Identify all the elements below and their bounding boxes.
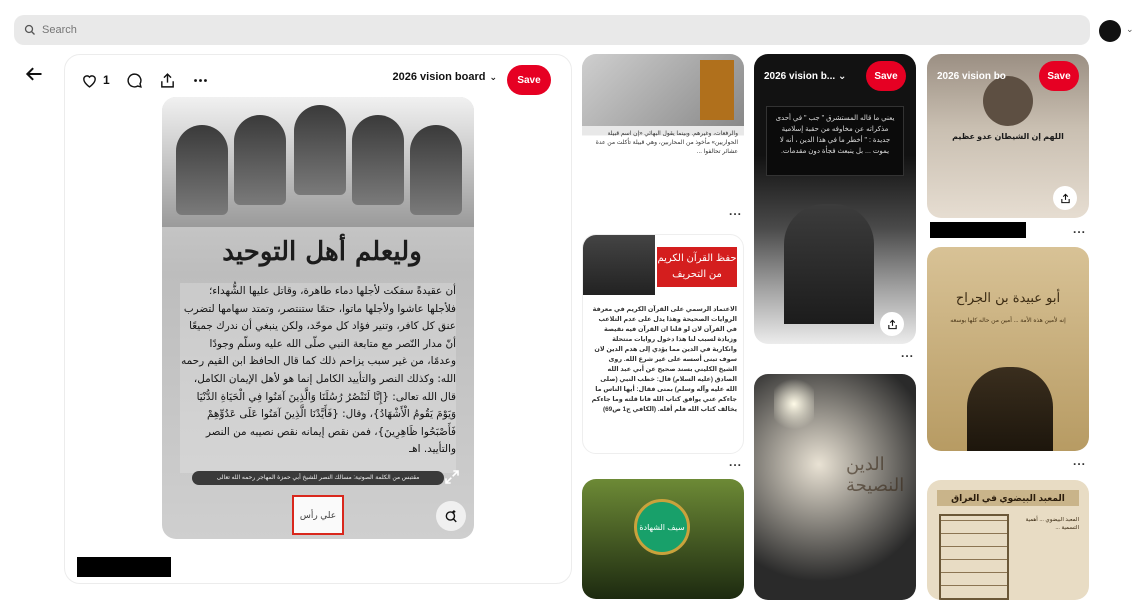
more-icon: [192, 72, 209, 89]
share-icon: [887, 319, 898, 330]
feed-pin-title: أبو عبيدة بن الجراح: [955, 291, 1061, 306]
figure: [352, 115, 404, 205]
save-button[interactable]: Save: [1039, 61, 1079, 91]
redacted-block: [77, 557, 171, 577]
share-icon: [1060, 193, 1071, 204]
avatar[interactable]: [1099, 20, 1121, 42]
heart-icon: [81, 72, 98, 89]
more-icon[interactable]: ...: [1073, 222, 1087, 236]
like-button[interactable]: [81, 72, 110, 89]
back-arrow-icon[interactable]: [24, 64, 44, 84]
chevron-down-icon: ⌄: [489, 71, 497, 82]
more-options-button[interactable]: [192, 72, 209, 89]
save-button[interactable]: Save: [507, 65, 551, 95]
lens-icon: [444, 509, 458, 523]
feed-pin-calligraphy: الدين النصيحة: [846, 454, 905, 496]
expand-icon[interactable]: [444, 469, 460, 485]
feed-pin-headline: اللهم إن الشيطان عدو عظيم: [952, 132, 1064, 141]
board-select-label: 2026 vision board: [392, 71, 486, 83]
pin-image[interactable]: [162, 97, 474, 539]
search-bar[interactable]: [14, 15, 1090, 45]
feed-pin-figure: [967, 367, 1053, 451]
more-icon[interactable]: ...: [901, 346, 915, 360]
search-input[interactable]: Search: [42, 24, 77, 36]
chevron-down-icon: ⌄: [837, 70, 847, 82]
feed-pin[interactable]: [927, 480, 1089, 600]
comment-icon: [126, 72, 143, 89]
feed-pin-title: حفظ القرآن الكريم من التحريف: [657, 247, 737, 287]
pin-image-logo: علي رأس: [292, 495, 344, 535]
feed-pin-text: المعبد البيضوي ... أهمية التسمية ...: [1025, 517, 1079, 531]
pin-image-calligraphy: وليعلم أهل التوحيد: [222, 237, 422, 267]
feed-pin[interactable]: [582, 234, 744, 454]
feed-pin-title: المعبد البيضوي في العراق: [937, 490, 1079, 506]
feed-pin[interactable]: [582, 479, 744, 599]
feed-pin-quote: يعني ما قاله المستشرق " جب " في أحدى مذكراته عن مخاوفه من حقبة إسلامية جديدة : " أخطر ما في هذا الدين ، أنه لا يموت ... بل ينبعث فجأة دون مقدمات.: [766, 106, 904, 176]
feed-pin[interactable]: [582, 54, 744, 202]
share-icon: [159, 72, 176, 89]
share-button[interactable]: [159, 72, 176, 89]
board-select-label: 2026 vision b...: [764, 70, 836, 82]
search-icon: [24, 24, 36, 36]
comment-button[interactable]: [126, 72, 143, 89]
board-select-label[interactable]: 2026 vision bo: [937, 70, 1006, 82]
book-cover: [700, 60, 734, 120]
pin-toolbar: [81, 65, 561, 95]
feed-pin-badge: سيف الشهادة: [634, 499, 690, 555]
figure: [410, 125, 462, 215]
board-select[interactable]: [393, 71, 497, 83]
chevron-down-icon[interactable]: ⌄: [1126, 24, 1134, 34]
pin-image-photo: [162, 97, 474, 227]
floor-plan-drawing: [939, 514, 1009, 600]
feed-pin-portrait: [583, 235, 655, 295]
redacted-block: [930, 222, 1026, 238]
like-count: 1: [103, 73, 110, 87]
figure: [294, 105, 346, 195]
feed-pin-figure: [784, 204, 874, 324]
share-button[interactable]: [1053, 186, 1077, 210]
feed-pin-hovered[interactable]: [927, 54, 1089, 218]
more-icon[interactable]: ...: [729, 455, 743, 469]
more-icon[interactable]: ...: [729, 204, 743, 218]
hover-overlay: [927, 54, 1089, 98]
more-icon[interactable]: ...: [1073, 454, 1087, 468]
pin-image-text: أن عقيدةً سفكت لأجلها دماء طاهرة، وقاتل عليها الشُّهداء؛ فلأجلها عاشوا ولأجلها ماتوا، حتمًا ستنتصر، وتمتد سهامها لتضرب عنق كل كافر، وتنير فؤاد كل موحّد، ولكن ينبغي أن ندرك جميعًا أنّ مدار النّصر مع متابعة النبي صلّى الله عليه وسلّم وجودًا وعدمًا، من غير سبب يزاحم ذلك كما قال الحافظ ابن القيم رحمه الله: وكذلك النصر والتأييد الكامل إنما هو لأهل الإيمان الكامل، قال الله تعالى: {إِنَّا لَنَنْصُرُ رُسُلَنَا وَالَّذِينَ آمَنُوا فِي الْحَيَاةِ الدُّنْيَا وَيَوْمَ يَقُومُ الْأَشْهَادُ}، وقال: {فَأَيَّدْنَا الَّذِينَ آمَنُوا عَلَى عَدُوِّهِمْ فَأَصْبَحُوا ظَاهِرِينَ}، فمن نقص إيمانه نقص نصيبه من النصر والتأييد. اهـ: [180, 283, 456, 473]
hover-overlay: [754, 54, 916, 98]
feed-pin-text: الاعتماد الرسمي على القرآن الكريم في معرفة الروايات الصحيحة وهذا يدل على عدم التلاعب في القرآن لان لو قلنا ان القرآن فيه نقيصة وزيادة لسبب لنا هذا دخول روايات منتحلة وانكارية في الدين مما يؤدي إلى هدم الدين لان سوف تبنى أسسه على غير شرع الله. روى الشيخ الكليني بسند صحيح عن أبي عبد الله الصادق (عليه السلام) قال: خطب النبي (صلى الله عليه وآله وسلم) بمنى فقال: أيها الناس ما جاءكم عني يوافق كتاب الله فانا قلته وما جاءكم يخالف كتاب الله فلم أقله. (الكافي ج1 ص69): [591, 306, 737, 413]
lamp-glow: [774, 374, 814, 434]
feed-pin[interactable]: [927, 247, 1089, 451]
visual-search-button[interactable]: [436, 501, 466, 531]
feed-pin-subtitle: إنه لأمين هذه الأمة ... أمين من حاله كلها بوسعه: [950, 318, 1066, 324]
figure: [176, 125, 228, 215]
share-button[interactable]: [880, 312, 904, 336]
feed-pin[interactable]: [754, 374, 916, 600]
pin-detail-card: [64, 54, 572, 584]
feed-pin-hovered[interactable]: [754, 54, 916, 344]
board-select[interactable]: [764, 71, 846, 82]
pin-image-footnote: مقتبس من الكلمة الصوتية: مسالك النصر للشيخ أبي حمزة المهاجر رحمه الله تعالى: [192, 471, 444, 485]
save-button[interactable]: Save: [866, 61, 906, 91]
figure: [234, 115, 286, 205]
feed-pin-text: والرفعات، وغيرهم. وبينما يقول البهائي «إن اسم قبيلة الحواريين» مأخوذ من المحاربين، وهي قبيلة تأكلت من عدة عشائر تحالفوا ...: [595, 131, 738, 155]
